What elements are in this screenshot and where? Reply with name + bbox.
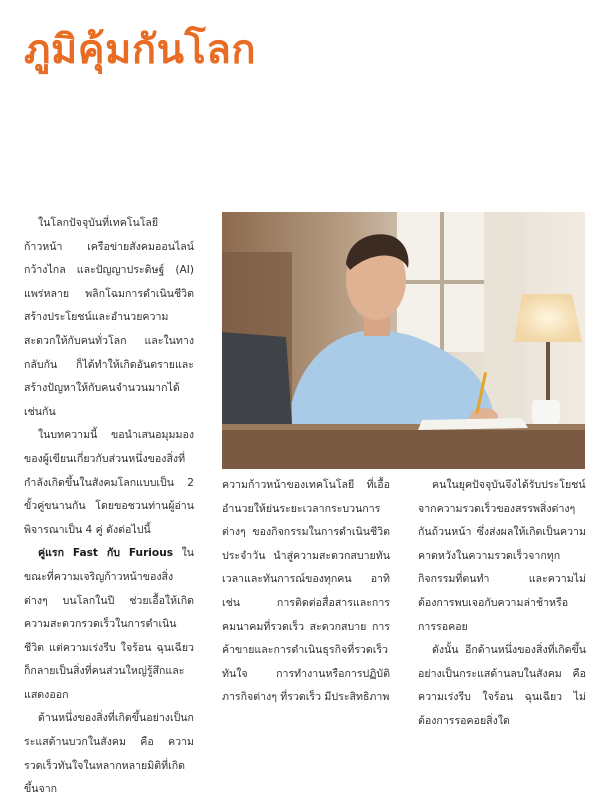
paragraph-rest: ในขณะที่ความเจริญก้าวหน้าของสิ่งต่างๆ บนโลกในปี ช่วยเอื้อให้เกิดความสะดวกรวดเร็วในการดำเนินชีวิต แต่ความเร่งรีบ ใจร้อน ฉุนเฉียว ก็กลายเป็นสิ่งที่คนส่วนใหญ่รู้สึกและแสดงออก <box>24 547 194 701</box>
bold-lead: คู่แรก Fast กับ Furious <box>38 547 174 560</box>
photo-illustration <box>222 212 585 469</box>
paragraph: ในบทความนี้ ขอนำเสนอมุมมองของผู้เขียนเกี่ยวกับส่วนหนึ่งของสิ่งที่กำลังเกิดขึ้นในสังคมโลกแบบเป็น 2 ขั้วคู่ขนานกัน โดยขอชวนท่านผู้อ่านพิจารณาเป็น 4 คู่ ดังต่อไปนี้ <box>24 429 194 536</box>
column-1 <box>24 212 194 802</box>
paragraph: ด้านหนึ่งของสิ่งที่เกิดขึ้นอย่างเป็นกระแสด้านบวกในสังคม คือ ความรวดเร็วทันใจในหลากหลายมิติที่เกิดขึ้นจาก <box>24 712 194 796</box>
paragraph: ความก้าวหน้าของเทคโนโลยี ที่เอื้ออำนวยให้ย่นระยะเวลากระบวนการต่างๆ ของกิจกรรมในการดำเนินชีวิตประจำวัน นำสู่ความสะดวกสบายทันเวลาและทันการณ์ของทุกคน อาทิเช่น การติดต่อสื่อสารและการคมนาคมที่รวดเร็ว สะดวกสบาย การค้าขายและการดำเนินธุรกิจที่รวดเร็วทันใจ การทำงานหรือการปฏิบัติภารกิจต่างๆ ที่รวดเร็ว มีประสิทธิภาพ <box>222 479 390 704</box>
page-title: ภูมิคุ้มกันโลก <box>24 27 257 73</box>
column-3 <box>418 474 586 734</box>
paragraph: คนในยุคปัจจุบันจึงได้รับประโยชน์จากความรวดเร็วของสรรพสิ่งต่างๆ กันถ้วนหน้า ซึ่งส่งผลให้เกิดเป็นความคาดหวังในความรวดเร็วจากทุกกิจกรรมที่ตนทำ และความไม่ต้องการพบเจอกับความล่าช้าหรือการรอคอย <box>418 479 586 633</box>
paragraph <box>24 542 194 707</box>
man-with-laptop-photo <box>222 212 585 469</box>
paragraph: ในโลกปัจจุบันที่เทคโนโลยีก้าวหน้า เครือข่ายสังคมออนไลน์กว้างไกล และปัญญาประดิษฐ์ (AI) แพร่หลาย พลิกโฉมการดำเนินชีวิต สร้างประโยชน์และอำนวยความสะดวกให้กับคนทั่วโลก และในทางกลับกัน ก็ได้ทำให้เกิดอันตรายและสร้างปัญหาให้กับคนจำนวนมากได้เช่นกัน <box>24 217 194 418</box>
column-2 <box>222 474 390 710</box>
paragraph: ดังนั้น อีกด้านหนึ่งของสิ่งที่เกิดขึ้นอย่างเป็นกระแสด้านลบในสังคม คือ ความเร่งรีบ ใจร้อน ฉุนเฉียว ไม่ต้องการรอคอยสิ่งใด <box>418 644 586 727</box>
